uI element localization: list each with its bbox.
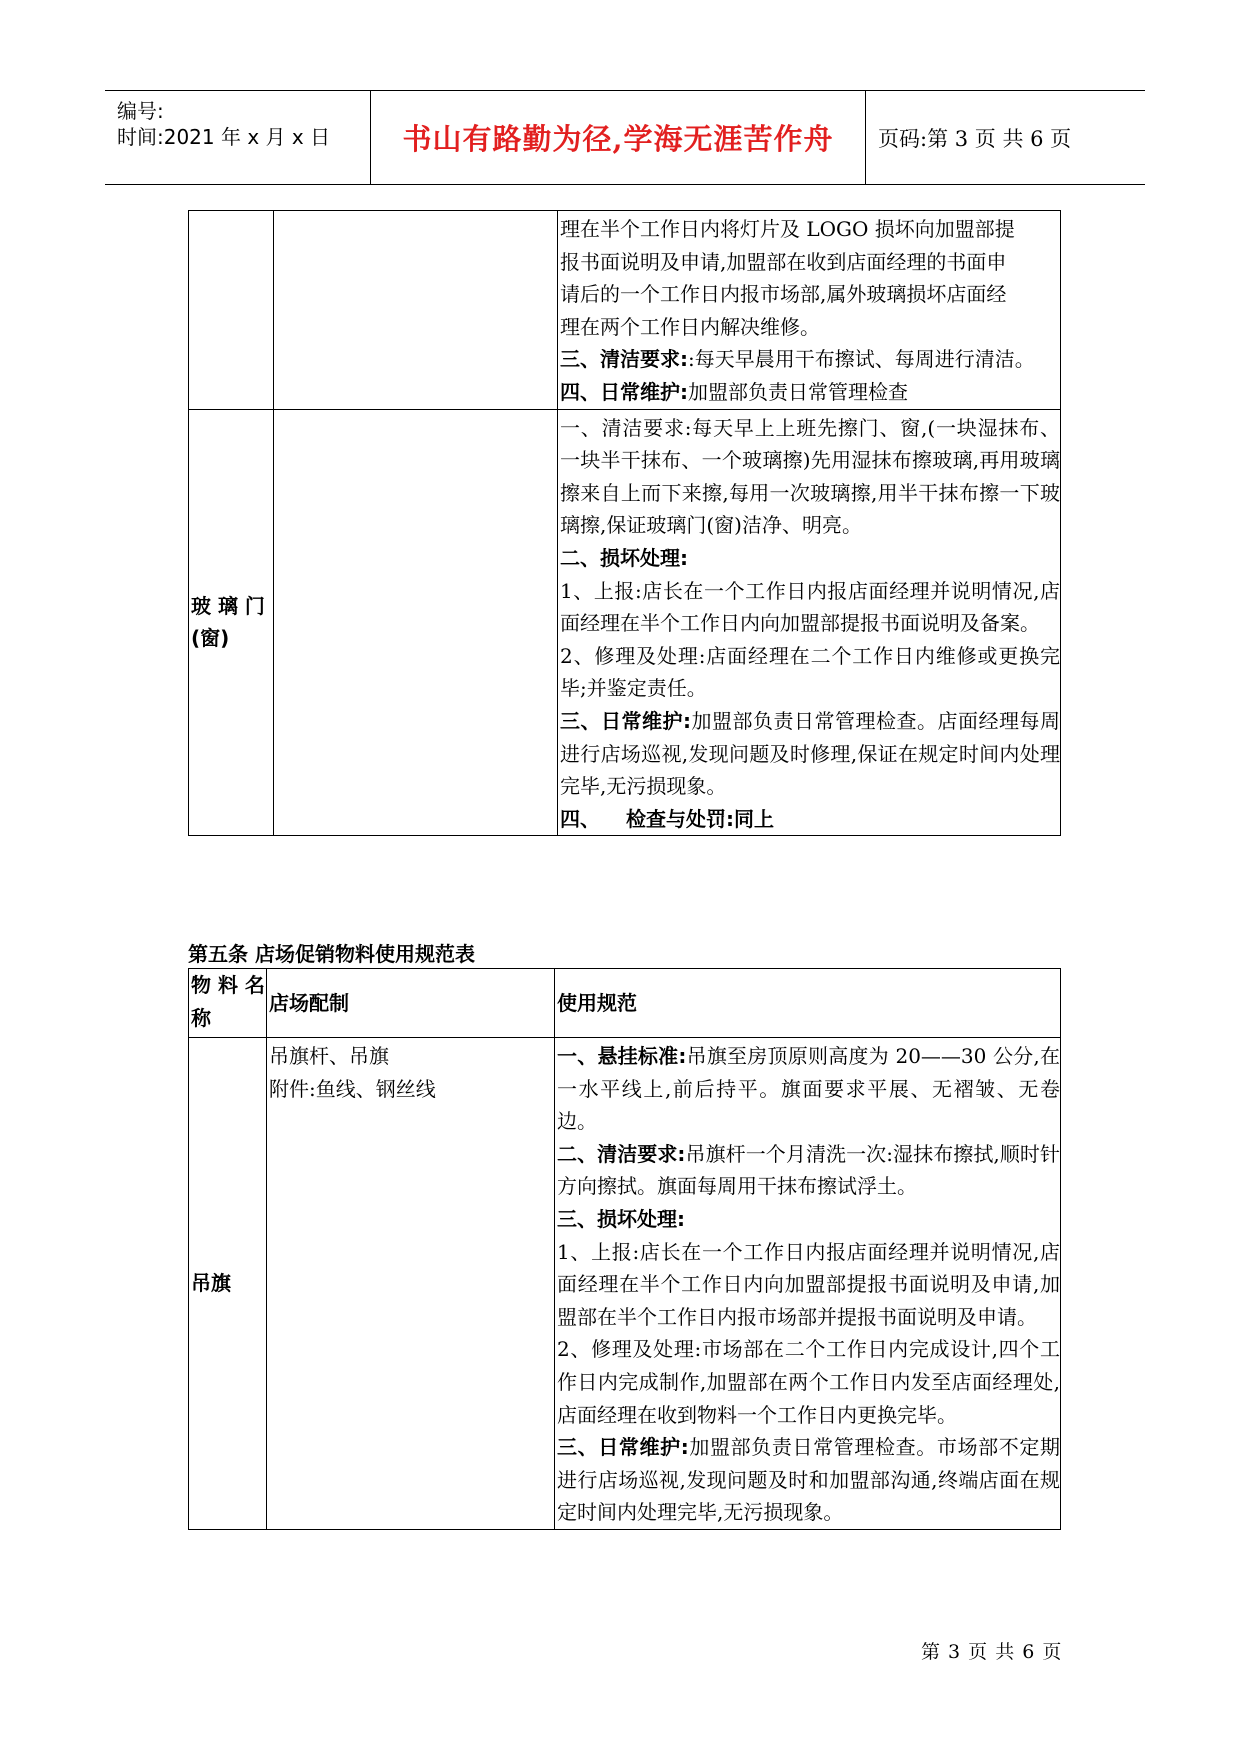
row-spec-cell: [558, 211, 1061, 410]
spec-line: 理在半个工作日内将灯片及 LOGO 损坏向加盟部提: [560, 217, 1015, 241]
table-row: [189, 409, 1061, 836]
repair-step: 2、修理及处理:市场部在二个工作日内完成设计,四个工作日内完成制作,加盟部在两个工作日内发至店面经理处,店面经理在收到物料一个工作日内更换完毕。: [557, 1337, 1060, 1427]
header-usage: 使用规范: [557, 990, 637, 1015]
daily-maintenance: [560, 376, 1060, 409]
config-line: 附件:鱼线、钢丝线: [269, 1076, 436, 1101]
clean-requirement: [560, 343, 1060, 376]
time-label: 时间:2021 年 x 月 x 日: [117, 125, 331, 149]
hanging-standard: [557, 1040, 1060, 1138]
motto: 书山有路勤为径,学海无涯苦作舟: [402, 122, 834, 156]
row-config-cell: [267, 1038, 555, 1530]
row-name-cell: [189, 211, 274, 410]
row-spec-cell: [558, 409, 1061, 836]
serial-label: 编号:: [117, 99, 164, 123]
table-row: [189, 1038, 1061, 1530]
item-name: 玻 璃 门(窗): [191, 594, 265, 651]
spec-line: 报书面说明及申请,加盟部在收到店面经理的书面申: [560, 249, 1007, 274]
maint-title: 四、日常维护:: [560, 379, 688, 404]
s1-title: 一、悬挂标准:: [557, 1044, 687, 1068]
spec-line: 请后的一个工作日内报市场部,属外玻璃损坏店面经: [560, 282, 1007, 307]
inspection-number: 四、: [560, 806, 600, 831]
table-row: [189, 211, 1061, 410]
row-name-cell: [189, 1038, 267, 1530]
config-line: 吊旗杆、吊旗: [269, 1044, 389, 1068]
s4-title: 三、日常维护:: [557, 1435, 689, 1460]
damage-title: 二、损坏处理:: [560, 545, 688, 570]
page-header: [105, 90, 1145, 185]
page-footer: 第 3 页 共 6 页: [921, 1641, 1063, 1663]
section-title: 第五条 店场促销物料使用规范表: [188, 942, 475, 966]
s1-text: 吊旗至房顶原则高度为 20——30 公分,在一水平线上,前后持平。旗面要求平展、无褶皱、无卷边。: [557, 1044, 1060, 1134]
row-name-cell: [189, 409, 274, 836]
clean-text: :每天早晨用干布擦试、每周进行清洁。: [688, 347, 1035, 372]
header-cell: [189, 969, 267, 1038]
maint-text: 加盟部负责日常管理检查: [688, 379, 908, 404]
row-spec-cell: [555, 1038, 1061, 1530]
damage-title: 三、损坏处理:: [557, 1206, 685, 1231]
daily-maintenance: [557, 1431, 1060, 1529]
clean-requirement: 一、清洁要求:每天早上上班先擦门、窗,(一块湿抹布、一块半干抹布、一个玻璃擦)先用湿抹布擦玻璃,再用玻璃擦来自上而下来擦,每用一次玻璃擦,用半干抹布擦一下玻璃擦,保证玻璃门(窗)洁净、明亮。: [560, 415, 1060, 538]
maint-text: 加盟部负责日常管理检查。店面经理每周进行店场巡视,发现问题及时修理,保证在规定时间内处理完毕,无污损现象。: [560, 708, 1060, 799]
inspection-penalty: [560, 803, 1060, 836]
header-config: 店场配制: [269, 990, 349, 1015]
clean-title: 三、清洁要求:: [560, 347, 688, 372]
s2-text: 吊旗杆一个月清洗一次:湿抹布擦拭,顺时针方向擦拭。旗面每周用干抹布擦试浮土。: [557, 1141, 1060, 1199]
header-cell: [267, 969, 555, 1038]
header-cell: [555, 969, 1061, 1038]
header-page-cell: [866, 91, 1145, 184]
row-config-cell: [274, 409, 558, 836]
s4-text: 加盟部负责日常管理检查。市场部不定期进行店场巡视,发现问题及时和加盟部沟通,终端店面在规定时间内处理完毕,无污损现象。: [557, 1435, 1060, 1525]
daily-maintenance: [560, 705, 1060, 803]
page-label: 页码:第 3 页 共 6 页: [878, 126, 1072, 151]
table-header-row: [189, 969, 1061, 1038]
maint-title: 三、日常维护:: [560, 708, 691, 733]
header-material-name: 物 料 名称: [191, 973, 265, 1030]
clean-requirement: [557, 1138, 1060, 1203]
header-motto-cell: [371, 91, 866, 184]
spec-line: 理在两个工作日内解决维修。: [560, 314, 820, 339]
promo-material-table: [188, 968, 1061, 1530]
report-step: 1、上报:店长在一个工作日内报店面经理并说明情况,店面经理在半个工作日内向加盟部提报书面说明及申请,加盟部在半个工作日内报市场部并提报书面说明及申请。: [557, 1239, 1060, 1329]
s2-title: 二、清洁要求:: [557, 1141, 686, 1166]
report-step: 1、上报:店长在一个工作日内报店面经理并说明情况,店面经理在半个工作日内向加盟部提报书面说明及备案。: [560, 578, 1060, 636]
item-name: 吊旗: [191, 1271, 231, 1296]
maintenance-table: [188, 210, 1061, 836]
repair-step: 2、修理及处理:店面经理在二个工作日内维修或更换完毕;并鉴定责任。: [560, 643, 1060, 701]
inspection-title: 检查与处罚:同上: [626, 806, 774, 831]
header-meta: [105, 91, 371, 184]
row-config-cell: [274, 211, 558, 410]
